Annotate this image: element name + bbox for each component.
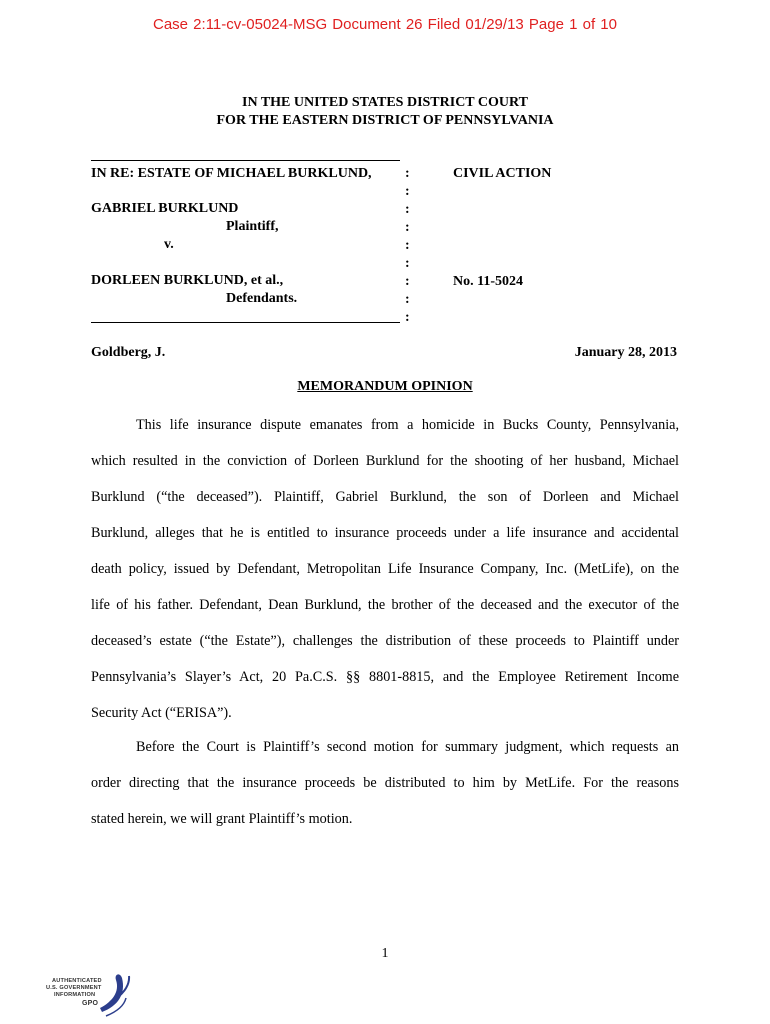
caption-colon: : <box>405 310 410 325</box>
caption-colon: : <box>405 274 410 289</box>
court-title-line1: IN THE UNITED STATES DISTRICT COURT <box>242 95 528 110</box>
caption-colon: : <box>405 184 410 199</box>
caption-colon: : <box>405 220 410 235</box>
paragraph-line: Security Act (“ERISA”). <box>91 705 232 721</box>
gpo-authentication-seal <box>44 972 134 1018</box>
judge-name: Goldberg, J. <box>91 345 166 360</box>
paragraph-line: Before the Court is Plaintiff’s second motion for summary judgment, which requests an <box>136 739 679 755</box>
action-type: CIVIL ACTION <box>453 166 552 181</box>
paragraph-line: This life insurance dispute emanates from a homicide in Bucks County, Pennsylvania, <box>136 417 679 433</box>
paragraph-line: which resulted in the conviction of Dorleen Burklund for the shooting of her husband, Michael <box>91 453 679 469</box>
caption-bottom-rule <box>91 322 400 323</box>
versus: v. <box>164 237 174 252</box>
paragraph-line: Burklund (“the deceased”). Plaintiff, Gabriel Burklund, the son of Dorleen and Michael <box>91 489 679 505</box>
paragraph-line: life of his father. Defendant, Dean Burklund, the brother of the deceased and the executor of the <box>91 597 679 613</box>
caption-in-re: IN RE: ESTATE OF MICHAEL BURKLUND, <box>91 166 372 181</box>
caption-colon: : <box>405 238 410 253</box>
seal-text-gpo: GPO <box>82 1000 99 1007</box>
opinion-date: January 28, 2013 <box>574 345 677 360</box>
caption-colon: : <box>405 166 410 181</box>
paragraph-line: order directing that the insurance proceeds be distributed to him by MetLife. For the reasons <box>91 775 679 791</box>
caption-colon: : <box>405 202 410 217</box>
page-number: 1 <box>381 946 389 961</box>
seal-text-line3: INFORMATION <box>54 992 96 998</box>
defendant-role: Defendants. <box>226 291 298 306</box>
paragraph-line: stated herein, we will grant Plaintiff’s motion. <box>91 811 353 827</box>
plaintiff-role: Plaintiff, <box>226 219 279 234</box>
plaintiff-name: GABRIEL BURKLUND <box>91 201 239 216</box>
caption-colon: : <box>405 256 410 271</box>
caption-top-rule <box>91 160 400 161</box>
caption-colon: : <box>405 292 410 307</box>
paragraph-line: Pennsylvania’s Slayer’s Act, 20 Pa.C.S. §§ 8801-8815, and the Employee Retirement Income <box>91 669 679 685</box>
court-title-line2: FOR THE EASTERN DISTRICT OF PENNSYLVANIA <box>216 113 554 128</box>
paragraph-line: deceased’s estate (“the Estate”), challenges the distribution of these proceeds to Plaintiff under <box>91 633 679 649</box>
case-number: No. 11-5024 <box>453 274 523 289</box>
opinion-title: MEMORANDUM OPINION <box>297 379 473 394</box>
seal-text-line1: AUTHENTICATED <box>52 978 102 984</box>
defendant-name: DORLEEN BURKLUND, et al., <box>91 273 284 288</box>
paragraph-line: death policy, issued by Defendant, Metropolitan Life Insurance Company, Inc. (MetLife), on the <box>91 561 679 577</box>
seal-text-line2: U.S. GOVERNMENT <box>46 985 102 991</box>
gpo-eagle-seal-icon <box>96 972 134 1018</box>
paragraph-line: Burklund, alleges that he is entitled to insurance proceeds under a life insurance and accidental <box>91 525 679 541</box>
filing-header: Case 2:11-cv-05024-MSG Document 26 Filed 01/29/13 Page 1 of 10 <box>153 16 617 33</box>
